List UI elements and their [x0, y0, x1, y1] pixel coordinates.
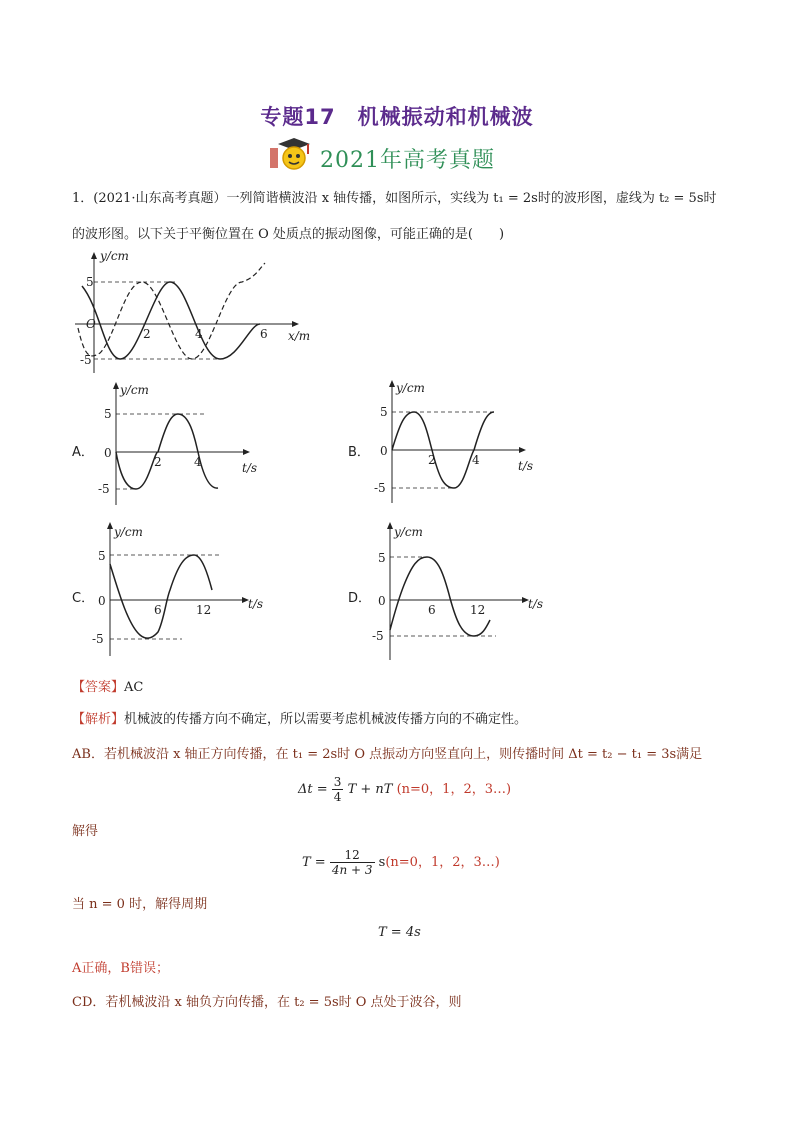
option-a-label[interactable]: A． [72, 445, 94, 460]
svg-text:6: 6 [154, 603, 162, 617]
analysis-intro-line [72, 708, 527, 727]
wave-ylabel: y/cm [100, 249, 129, 263]
option-b-graph[interactable] [372, 378, 547, 508]
svg-text:4: 4 [194, 455, 202, 469]
svg-text:2: 2 [428, 453, 436, 467]
analysis-intro: 机械波的传播方向不确定，所以需要考虑机械波传播方向的不确定性。 [124, 712, 528, 727]
answer-value: AC [124, 680, 144, 695]
svg-text:5: 5 [104, 407, 112, 421]
jiede-label: 解得 [72, 824, 99, 839]
svg-text:t/s: t/s [518, 459, 534, 473]
svg-text:0: 0 [380, 444, 388, 458]
wave-xtick-4: 4 [195, 327, 203, 341]
svg-text:2: 2 [154, 455, 162, 469]
equation-2: T = $\frac{12}{4n + 3}$ s(n=0，1，2，3…) [302, 848, 500, 877]
svg-text:0: 0 [98, 594, 106, 608]
option-b-label[interactable]: B． [348, 445, 370, 460]
svg-text:t/s: t/s [242, 461, 258, 475]
svg-text:-5: -5 [92, 632, 104, 646]
mascot-icon [268, 138, 312, 174]
svg-text:-5: -5 [98, 482, 110, 496]
option-d-label[interactable]: D． [348, 591, 372, 606]
svg-text:y/cm: y/cm [114, 525, 143, 539]
svg-text:6: 6 [428, 603, 436, 617]
page-subtitle: 2021年高考真题 [320, 148, 495, 173]
option-d-graph[interactable] [370, 520, 550, 665]
wave-xlabel: x/m [288, 329, 311, 343]
page-title: 专题17 机械振动和机械波 [260, 105, 534, 129]
svg-text:5: 5 [98, 549, 106, 563]
svg-text:12: 12 [470, 603, 486, 617]
wave-ytick-5: 5 [86, 275, 94, 289]
analysis-ab-line: AB．若机械波沿 x 轴正方向传播，在 t₁ = 2s时 O 点振动方向竖直向上，则传播时间 Δt = t₂ − t₁ = 3s满足 [72, 747, 703, 762]
svg-text:y/cm: y/cm [396, 381, 425, 395]
svg-text:0: 0 [378, 594, 386, 608]
analysis-cd-line: CD．若机械波沿 x 轴负方向传播，在 t₂ = 5s时 O 点处于波谷，则 [72, 995, 462, 1010]
wave-ytick-neg5: -5 [80, 353, 92, 367]
svg-text:5: 5 [380, 405, 388, 419]
wave-figure [70, 248, 320, 378]
question-line-2: 的波形图。以下关于平衡位置在 O 处质点的振动图像，可能正确的是( ) [72, 227, 505, 242]
wave-xtick-2: 2 [143, 327, 151, 341]
wave-xtick-6: 6 [260, 327, 268, 341]
svg-text:-5: -5 [372, 629, 384, 643]
conclusion-line: A正确，B错误； [72, 961, 169, 976]
svg-text:4: 4 [472, 453, 480, 467]
option-c-graph[interactable] [90, 520, 270, 660]
equation-3: T = 4s [378, 925, 421, 940]
svg-text:-5: -5 [374, 481, 386, 495]
question-line-1: 1．(2021·山东高考真题）一列简谐横波沿 x 轴传播，如图所示，实线为 t₁ = 2s时的波形图，虚线为 t₂ = 5s时 [72, 191, 717, 206]
when-line: 当 n = 0 时，解得周期 [72, 897, 208, 912]
svg-text:5: 5 [378, 551, 386, 565]
analysis-tag: 【解析】 [72, 712, 125, 727]
svg-text:y/cm: y/cm [394, 525, 423, 539]
answer-tag: 【答案】 [72, 680, 125, 695]
answer-line [72, 676, 143, 695]
equation-1: Δt = $\frac{3}{4}$ T + nT (n=0，1，2，3…) [298, 775, 512, 804]
svg-text:0: 0 [104, 446, 112, 460]
wave-origin: O [86, 317, 96, 331]
option-a-graph[interactable] [96, 380, 266, 510]
svg-text:t/s: t/s [528, 597, 544, 611]
svg-text:y/cm: y/cm [120, 383, 149, 397]
svg-text:12: 12 [196, 603, 212, 617]
option-c-label[interactable]: C． [72, 591, 95, 606]
svg-text:t/s: t/s [248, 597, 264, 611]
